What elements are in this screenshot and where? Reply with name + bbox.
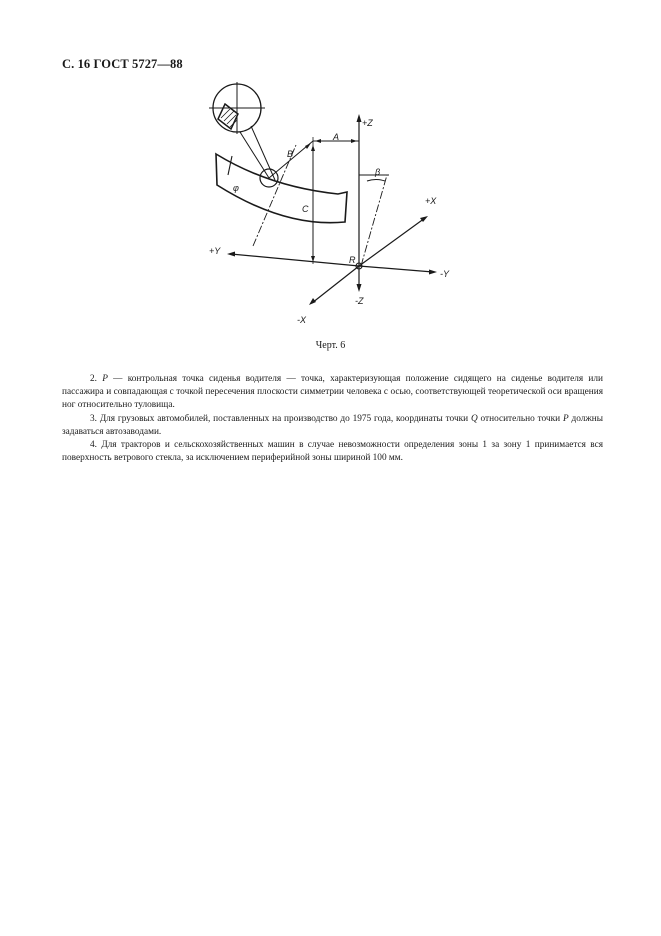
- coordinate-diagram: [195, 82, 470, 327]
- page-header: С. 16 ГОСТ 5727—88: [62, 57, 183, 71]
- note-2-text: — контрольная точка сиденья водителя — точка, характеризующая положение сидящего на сиденье водителя или пассажира и совпадающая с точкой пересечения плоскости симметрии человека с осью, соответствующей теоретической оси вращения ног относительно туловища.: [62, 374, 603, 411]
- note-3-number: 3.: [90, 413, 97, 424]
- label-plus-y: +Y: [209, 246, 221, 256]
- label-phi: φ: [233, 183, 239, 193]
- arrowhead-z-negative: [357, 284, 362, 292]
- arrowhead-z-positive: [357, 114, 362, 122]
- note-3-text-mid: относительно точки: [477, 413, 563, 424]
- note-2-symbol: P: [102, 374, 108, 384]
- note-3-text-before: Для грузовых автомобилей, поставленных на производство до 1975 года, координаты точки: [99, 413, 471, 424]
- arrowhead-b: [305, 143, 311, 149]
- label-r: R: [349, 255, 356, 265]
- label-a: A: [333, 132, 340, 142]
- label-minus-x: -X: [297, 315, 306, 325]
- axis-x-negative: [312, 266, 359, 303]
- tilted-axis-r: [361, 175, 387, 266]
- label-minus-z: -Z: [355, 296, 364, 306]
- note-3-symbol-q: Q: [470, 413, 478, 424]
- note-4-number: 4.: [90, 440, 97, 451]
- arrowhead-a-right: [351, 139, 357, 143]
- axis-x-positive: [359, 218, 425, 266]
- note-2: [62, 373, 603, 413]
- figure-caption: Черт. 6: [315, 340, 346, 351]
- label-plus-x: +X: [425, 196, 437, 206]
- figure-drawing: [195, 82, 470, 327]
- label-c: C: [302, 204, 309, 214]
- axis-y-positive: [231, 254, 359, 266]
- axis-y-negative: [359, 266, 433, 272]
- note-3-text-after: должны задаваться автозаводами.: [62, 413, 603, 437]
- note-3: [62, 413, 603, 439]
- arrowhead-x-negative: [309, 298, 316, 305]
- arrowhead-y-positive: [227, 252, 235, 257]
- beta-arc: [367, 180, 385, 182]
- note-2-number: 2.: [90, 374, 97, 384]
- arrowhead-a-left: [315, 139, 321, 143]
- notes: [62, 373, 603, 465]
- arrowhead-c-top: [311, 145, 315, 151]
- note-4-text: Для тракторов и сельскохозяйственных машин в случае невозможности определения зоны 1 за зону 1 принимается вся поверхность ветрового стекла, за исключением периферийной зоны шириной 100 мм.: [62, 440, 603, 464]
- sight-line-1: [240, 132, 269, 178]
- label-minus-y: -Y: [440, 269, 449, 279]
- label-plus-z: +Z: [362, 118, 373, 128]
- note-3-symbol-p: P: [562, 413, 569, 424]
- strip-inner-edge: [228, 156, 232, 175]
- note-4: [62, 439, 603, 465]
- label-beta: β: [375, 167, 381, 177]
- label-b: B: [287, 149, 294, 159]
- arrowhead-y-negative: [429, 270, 437, 275]
